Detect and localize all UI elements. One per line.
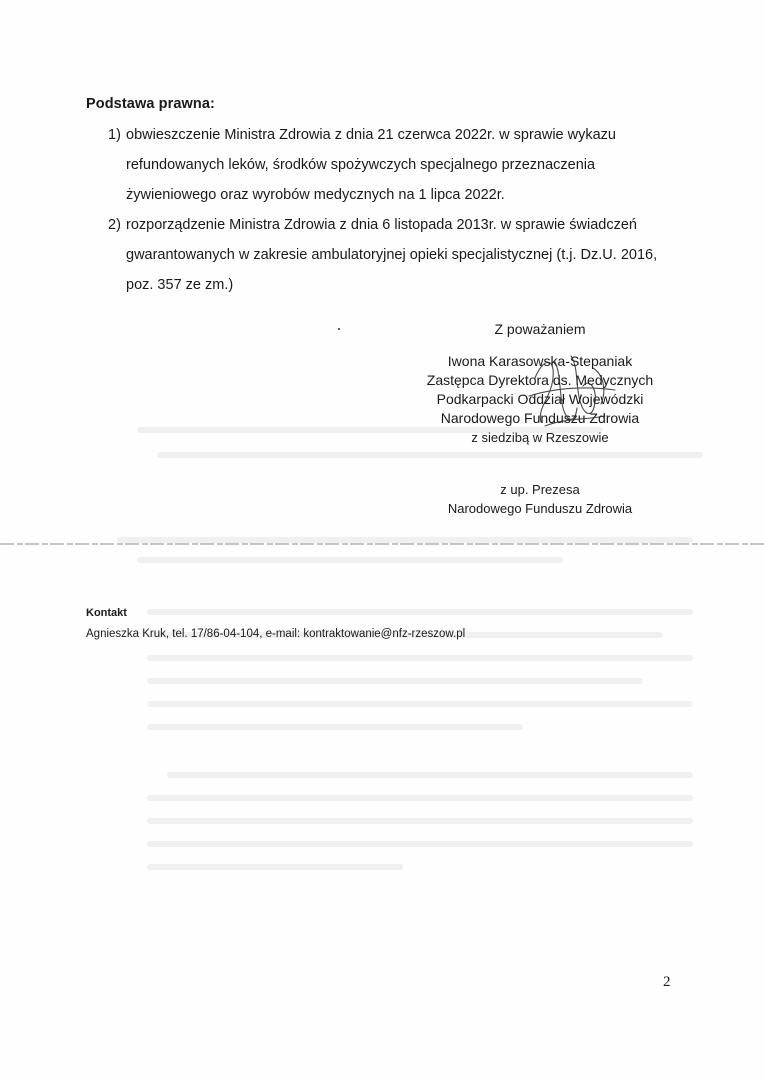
list-item-number: 2) [108, 217, 121, 233]
on-behalf-block [420, 480, 660, 518]
list-item-line: obwieszczenie Ministra Zdrowia z dnia 21 czerwca 2022r. w sprawie wykazu [126, 127, 616, 143]
contact-details: Agnieszka Kruk, tel. 17/86-04-104, e-mail: kontraktowanie@nfz-rzeszow.pl [86, 628, 466, 640]
on-behalf-line: z up. Prezesa [500, 482, 580, 497]
on-behalf-line: Narodowego Funduszu Zdrowia [447, 501, 633, 516]
list-item-line: żywieniowego oraz wyrobów medycznych na 1 lipca 2022r. [126, 187, 505, 203]
signatory-branch: Podkarpacki Oddział Wojewódzki [436, 391, 644, 407]
legal-basis-list [86, 120, 686, 300]
list-item-line: gwarantowanych w zakresie ambulatoryjnej opieki specjalistycznej (t.j. Dz.U. 2016, [126, 247, 658, 263]
fold-line [0, 543, 764, 545]
stray-dot [338, 328, 340, 330]
list-item [86, 120, 686, 210]
list-item-line: poz. 357 ze zm.) [126, 277, 234, 293]
signatory-institution: Narodowego Funduszu Zdrowia [440, 410, 640, 426]
signatory-seat: z siedzibą w Rzeszowie [471, 430, 609, 445]
signatory-name: Iwona Karasowska-Stepaniak [447, 353, 633, 369]
closing-greeting: Z poważaniem [494, 321, 586, 337]
list-item-line: refundowanych leków, środków spożywczych specjalnego przeznaczenia [126, 157, 596, 173]
list-item [86, 210, 686, 300]
list-item-number: 1) [108, 127, 121, 143]
page-number: 2 [663, 974, 671, 990]
handwritten-signature [515, 338, 625, 438]
list-item-line: rozporządzenie Ministra Zdrowia z dnia 6 listopada 2013r. w sprawie świadczeń [126, 217, 637, 233]
signatory-position: Zastępca Dyrektora ds. Medycznych [426, 372, 654, 388]
legal-basis-heading: Podstawa prawna: [86, 96, 215, 112]
contact-heading: Kontakt [86, 607, 127, 619]
